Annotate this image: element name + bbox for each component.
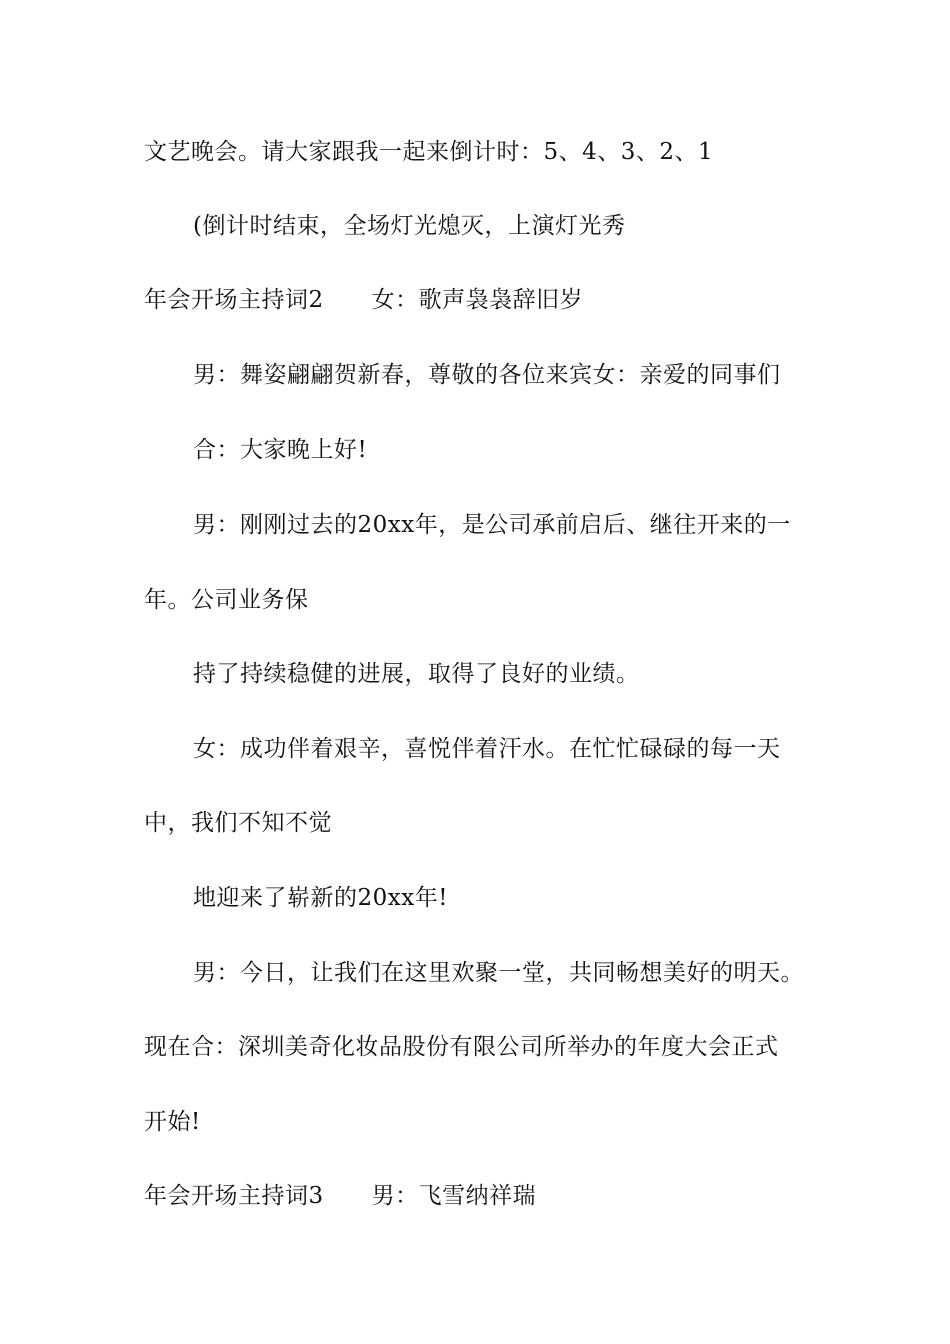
paragraph-line: 现在合：深圳美奇化妆品股份有限公司所举办的年度大会正式 — [144, 1034, 779, 1060]
paragraph-line: 地迎来了崭新的20xx年! — [193, 885, 448, 911]
paragraph-line: 男：刚刚过去的20xx年，是公司承前启后、继往开来的一 — [193, 512, 791, 538]
paragraph-line: 男：今日，让我们在这里欢聚一堂，共同畅想美好的明天。 — [193, 960, 804, 986]
paragraph-line: 持了持续稳健的进展，取得了良好的业绩。 — [193, 661, 640, 687]
section-heading-line — [144, 285, 583, 315]
paragraph-line: 男：飞雪纳祥瑞 — [371, 1183, 537, 1209]
section-heading: 年会开场主持词2 — [144, 287, 324, 313]
paragraph-line: 女：成功伴着艰辛，喜悦伴着汗水。在忙忙碌碌的每一天 — [193, 736, 781, 762]
section-heading: 年会开场主持词3 — [144, 1183, 324, 1209]
paragraph-line: 男：舞姿翩翩贺新春，尊敬的各位来宾女：亲爱的同事们 — [193, 362, 781, 388]
paragraph-line: 开始! — [144, 1109, 201, 1135]
paragraph-line: 女：歌声袅袅辞旧岁 — [371, 287, 584, 313]
paragraph-line: 文艺晚会。请大家跟我一起来倒计时：5、4、3、2、1 — [144, 139, 714, 165]
paragraph-line: 中，我们不知不觉 — [144, 810, 332, 836]
paragraph-line: 年。公司业务保 — [144, 587, 309, 613]
paragraph-line: 合：大家晚上好! — [193, 437, 368, 463]
paragraph-line: (倒计时结束，全场灯光熄灭，上演灯光秀 — [193, 213, 626, 239]
section-heading-line — [144, 1181, 536, 1211]
